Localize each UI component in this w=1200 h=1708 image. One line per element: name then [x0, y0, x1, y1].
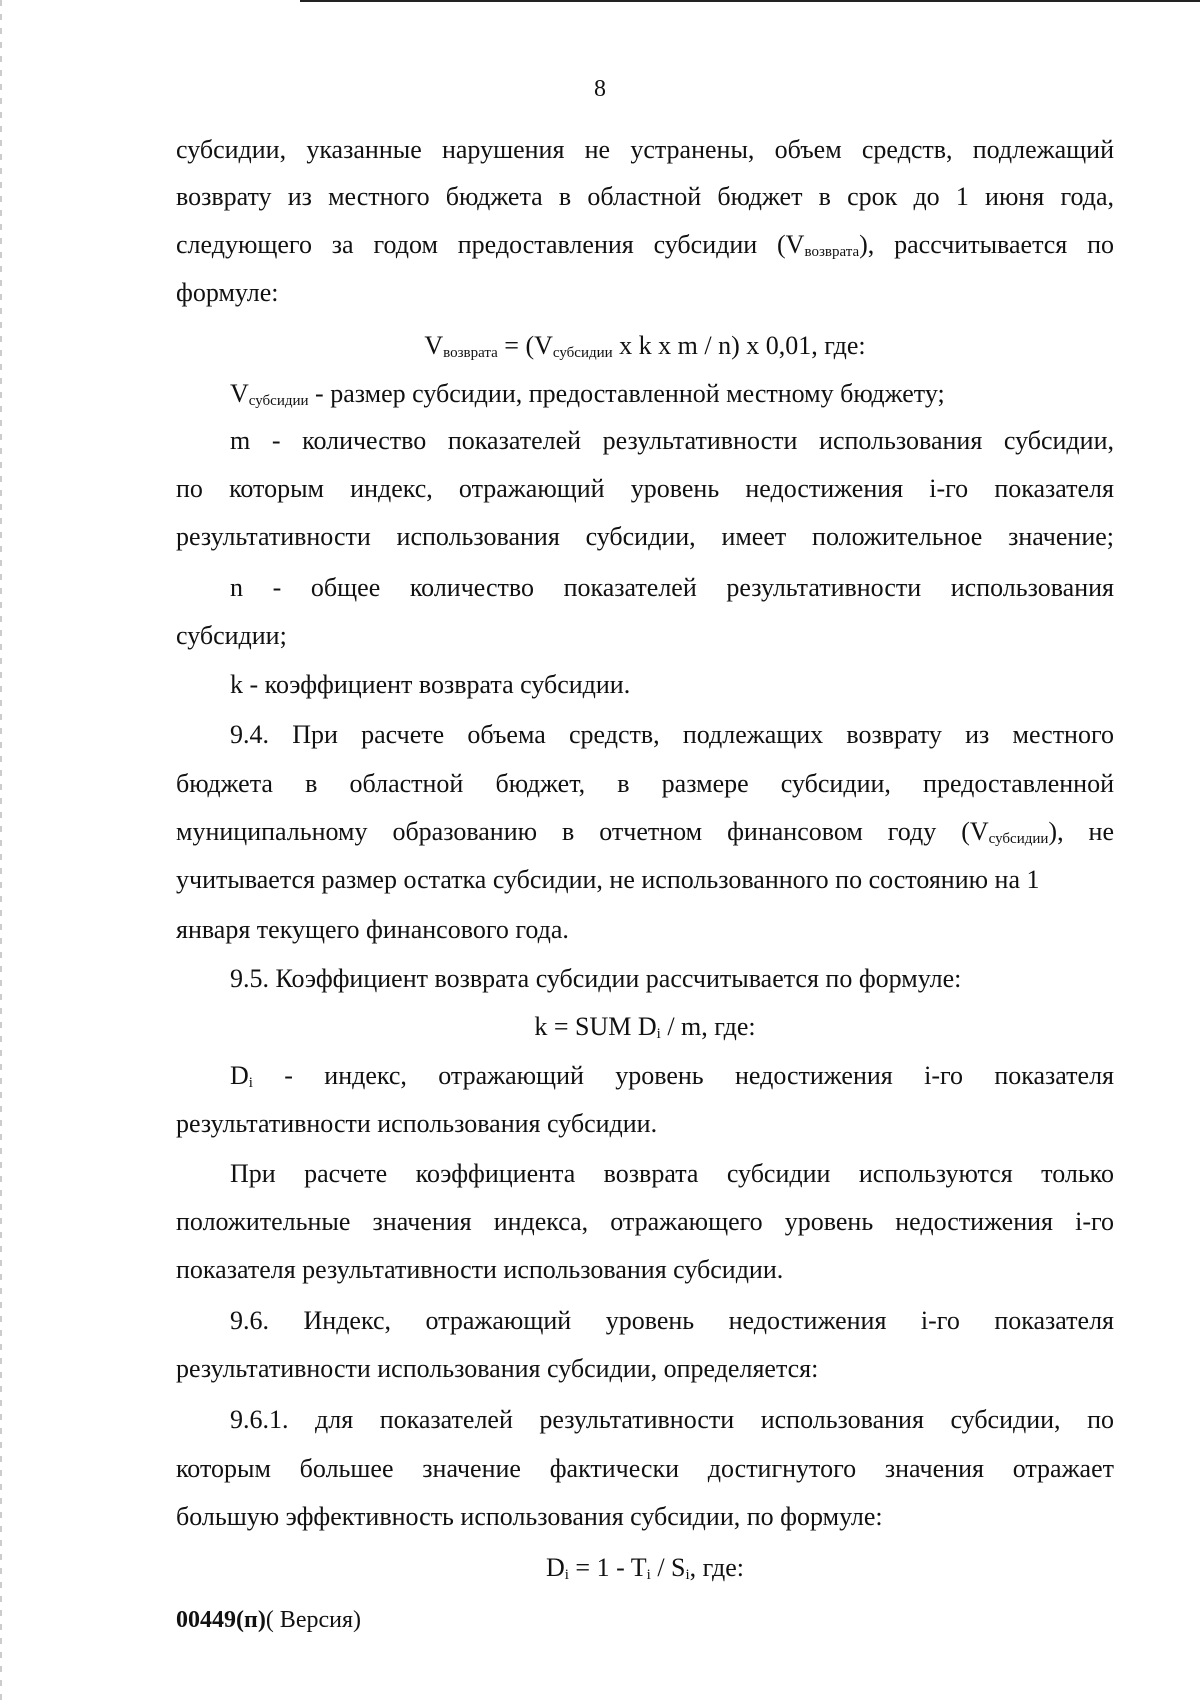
text-line: положительные значения индекса, отражающего уровень недостижения i-го: [176, 1207, 1114, 1236]
text-line: результативности использования субсидии, определяется:: [176, 1354, 819, 1383]
text-line: субсидии;: [176, 621, 287, 650]
document-version: ( Версия): [265, 1607, 361, 1633]
definition-d-i: $D_i$ - индекс, отражающий уровень недостижения i-го показателя: [230, 1061, 1114, 1091]
page-number: 8: [594, 76, 606, 102]
formula-d-i: $D_i = 1 - T_i / S_i$, где:: [545, 1553, 745, 1583]
text-line: следующего за годом предоставления субсидии $(V_{возврата})$, рассчитывается по: [176, 230, 1115, 260]
clause-9-4: 9.4. При расчете объема средств, подлежащих возврату из местного: [230, 720, 1114, 749]
text-line: большую эффективность использования субсидии, по формуле:: [176, 1502, 883, 1531]
paragraph-positive-values: При расчете коэффициента возврата субсидии используются только: [230, 1159, 1114, 1188]
text-line: возврату из местного бюджета в областной бюджет в срок до 1 июня года,: [176, 182, 1114, 211]
formula-v-return: $V_{возврата} = (V_{субсидии}$ x k x m / n) x 0,01, где:: [424, 331, 866, 361]
text-line: результативности использования субсидии, имеет положительное значение;: [176, 522, 1114, 551]
text-line: которым большее значение фактически достигнутого значения отражает: [176, 1454, 1114, 1483]
text-line: по которым индекс, отражающий уровень недостижения i-го показателя: [176, 474, 1114, 503]
text-line: субсидии, указанные нарушения не устранены, объем средств, подлежащий: [176, 135, 1114, 164]
definition-v-subsidy: $V_{субсидии}$ - размер субсидии, предоставленной местному бюджету;: [230, 379, 945, 409]
text-line: формуле:: [176, 278, 279, 307]
clause-9-5: 9.5. Коэффициент возврата субсидии рассчитывается по формуле:: [230, 964, 962, 993]
definition-m: m - количество показателей результативности использования субсидии,: [230, 426, 1114, 455]
left-scan-edge: [0, 0, 2, 1708]
text-line: показателя результативности использования субсидии.: [176, 1255, 784, 1284]
definition-k: k - коэффициент возврата субсидии.: [230, 670, 631, 699]
text-line: января текущего финансового года.: [176, 915, 569, 944]
definition-n: n - общее количество показателей результативности использования: [230, 573, 1114, 602]
document-footer: [176, 1605, 361, 1635]
top-border-line: [300, 0, 1200, 2]
clause-9-6-1: 9.6.1. для показателей результативности использования субсидии, по: [230, 1405, 1114, 1434]
formula-k: k = SUM $D_i$ / m, где:: [534, 1012, 756, 1042]
text-line: муниципальному образованию в отчетном финансовом году $(V_{субсидии})$, не: [176, 817, 1114, 847]
clause-9-6: 9.6. Индекс, отражающий уровень недостижения i-го показателя: [230, 1306, 1114, 1335]
text-line: учитывается размер остатка субсидии, не использованного по состоянию на 1: [176, 865, 1040, 894]
document-code: 00449(п): [176, 1607, 266, 1633]
text-line: результативности использования субсидии.: [176, 1109, 658, 1138]
text-line: бюджета в областной бюджет, в размере субсидии, предоставленной: [176, 769, 1114, 798]
